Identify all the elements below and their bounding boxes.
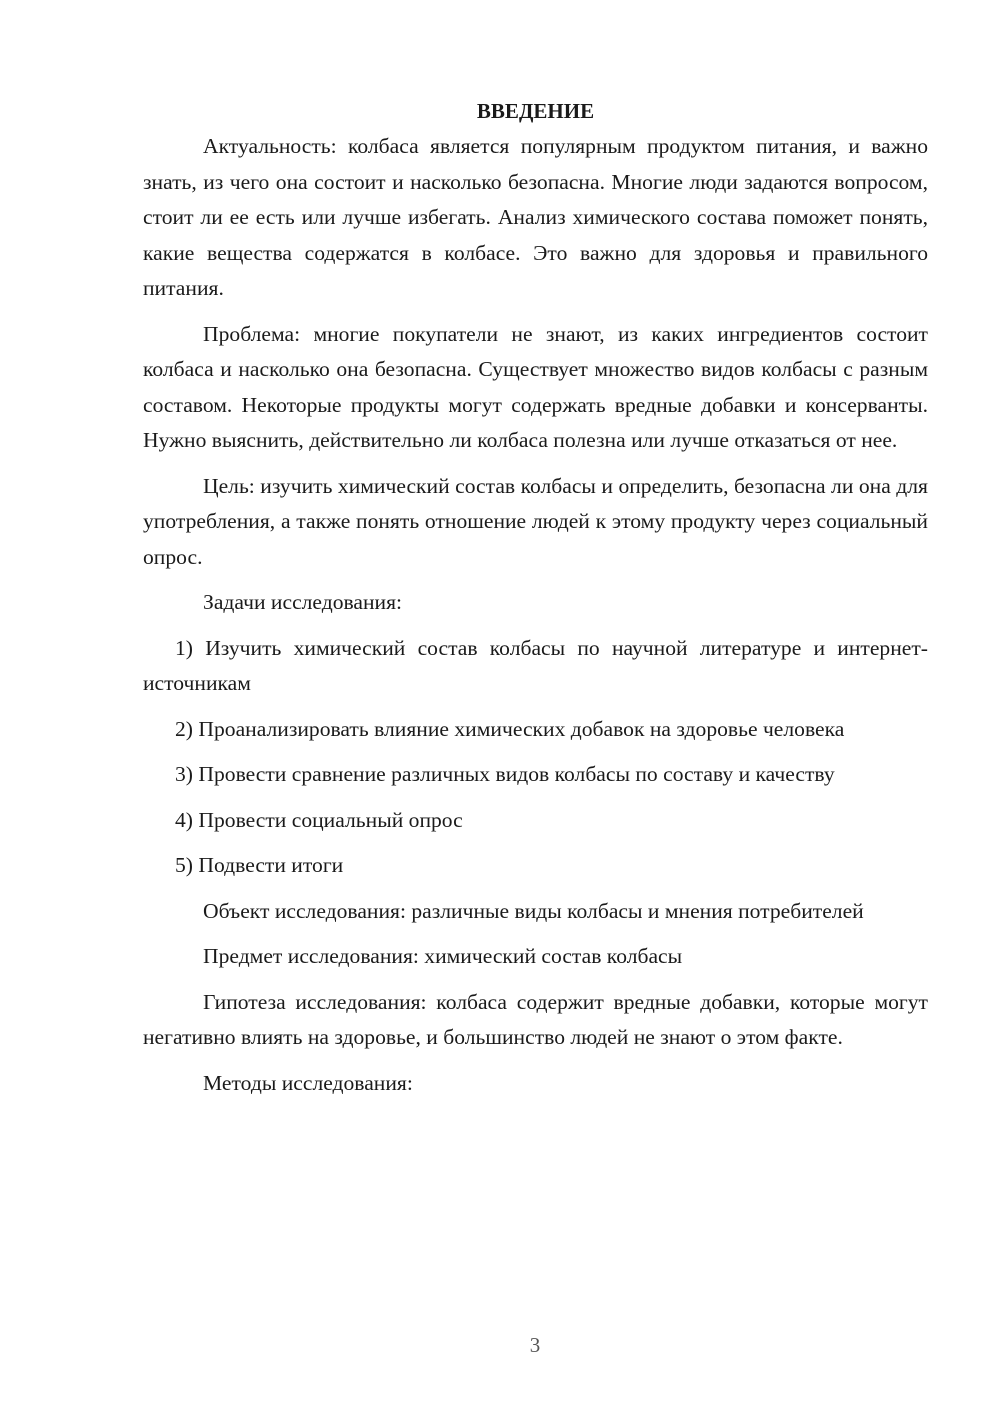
paragraph-relevance: Актуальность: колбаса является популярным продуктом питания, и важно знать, из чего она состоит и насколько безопасна. Многие люди задаются вопросом, стоит ли ее есть или лучше избегать. Анализ химического состава поможет понять, какие вещества содержатся в колбасе. Это важно для здоровья и правильного питания. [143,134,928,300]
page-content [143,94,928,1111]
task-item-1: 1) Изучить химический состав колбасы по научной литературе и интернет-источникам [143,635,928,695]
task-item-5: 5) Подвести итоги [175,853,344,877]
task-item-3: 3) Провести сравнение различных видов колбасы по составу и качеству [175,762,835,786]
section-title: ВВЕДЕНИЕ [476,99,595,123]
paragraph-goal: Цель: изучить химический состав колбасы и определить, безопасна ли она для употребления, а также понять отношение людей к этому продукту через социальный опрос. [143,473,928,569]
paragraph-subject: Предмет исследования: химический состав колбасы [203,944,683,968]
paragraph-hypothesis: Гипотеза исследования: колбаса содержит вредные добавки, которые могут негативно влиять на здоровье, и большинство людей не знают о этом факте. [143,989,928,1049]
page-number: 3 [529,1333,541,1357]
task-item-2: 2) Проанализировать влияние химических добавок на здоровье человека [175,716,845,741]
methods-heading: Методы исследования: [203,1070,413,1095]
paragraph-problem: Проблема: многие покупатели не знают, из каких ингредиентов состоит колбаса и насколько она безопасна. Существует множество видов колбасы с разным составом. Некоторые продукты могут содержать вредные добавки и консерванты. Нужно выяснить, действительно ли колбаса полезна или лучше отказаться от нее. [143,321,928,452]
tasks-heading: Задачи исследования: [203,590,403,614]
paragraph-object: Объект исследования: различные виды колбасы и мнения потребителей [203,898,864,923]
task-item-4: 4) Провести социальный опрос [175,807,463,832]
